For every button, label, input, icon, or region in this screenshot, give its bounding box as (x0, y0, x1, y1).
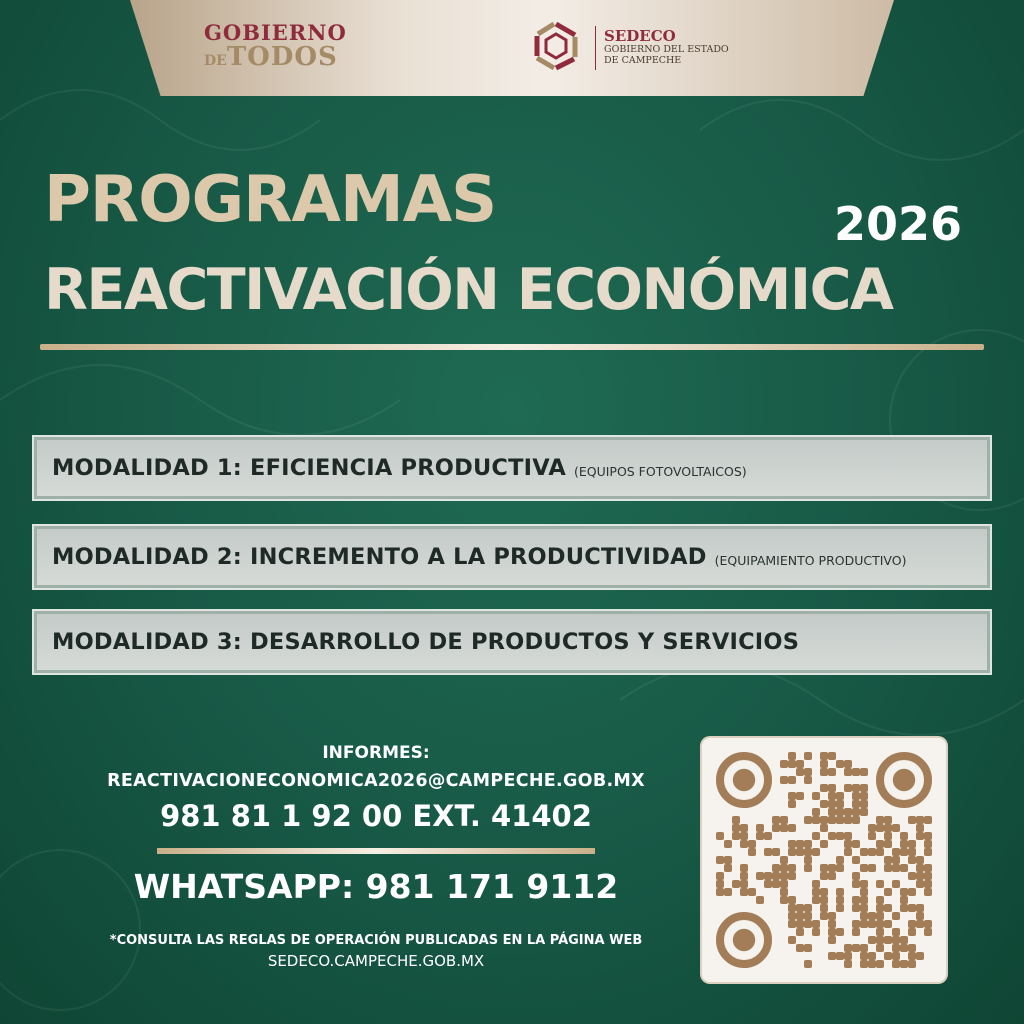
title-divider (40, 344, 984, 350)
rules-note: *CONSULTA LAS REGLAS DE OPERACIÓN PUBLICADAS EN LA PÁGINA WEB (109, 933, 643, 948)
gob-logo-line1: GOBIERNO (204, 20, 347, 45)
website-url: SEDECO.CAMPECHE.GOB.MX (267, 952, 485, 970)
contact-email: REACTIVACIONECONOMICA2026@CAMPECHE.GOB.MX (107, 771, 645, 791)
informes-label: INFORMES: (322, 743, 430, 763)
modality-3-bar (32, 609, 992, 675)
sedeco-sub-line2: DE CAMPECHE (604, 55, 682, 66)
sedeco-sub-line1: GOBIERNO DEL ESTADO (604, 44, 729, 55)
modality-2-note: (EQUIPAMIENTO PRODUCTIVO) (714, 552, 907, 568)
contact-divider (157, 848, 595, 854)
contact-phone: 981 81 1 92 00 EXT. 41402 (160, 799, 592, 833)
contact-whatsapp: WHATSAPP: 981 171 9112 (133, 867, 619, 906)
sedeco-logo-text (604, 28, 729, 66)
modality-1-label: MODALIDAD 1: EFICIENCIA PRODUCTIVA (52, 455, 566, 481)
modality-1-bar (32, 435, 992, 501)
gob-logo-de: DE (204, 53, 227, 69)
qr-code-icon (716, 752, 932, 968)
title-reactivacion: REACTIVACIÓN ECONÓMICA (44, 257, 893, 323)
modality-3-label: MODALIDAD 3: DESARROLLO DE PRODUCTOS Y SERVICIOS (52, 629, 800, 655)
modality-2-label: MODALIDAD 2: INCREMENTO A LA PRODUCTIVIDAD (52, 544, 707, 570)
title-year: 2026 (834, 197, 963, 251)
modality-1-note: (EQUIPOS FOTOVOLTAICOS) (573, 463, 747, 479)
qr-code-panel (702, 738, 946, 982)
modality-2-bar (32, 524, 992, 590)
sedeco-logo-icon (530, 20, 582, 72)
contact-block (96, 740, 656, 972)
title-programas: PROGRAMAS (44, 163, 497, 237)
gob-logo-todos: TODOS (226, 42, 338, 72)
sedeco-name: SEDECO (604, 27, 676, 45)
gob-logo-line2 (204, 44, 354, 74)
header-divider (595, 26, 596, 70)
gobierno-de-todos-logo (204, 22, 354, 74)
